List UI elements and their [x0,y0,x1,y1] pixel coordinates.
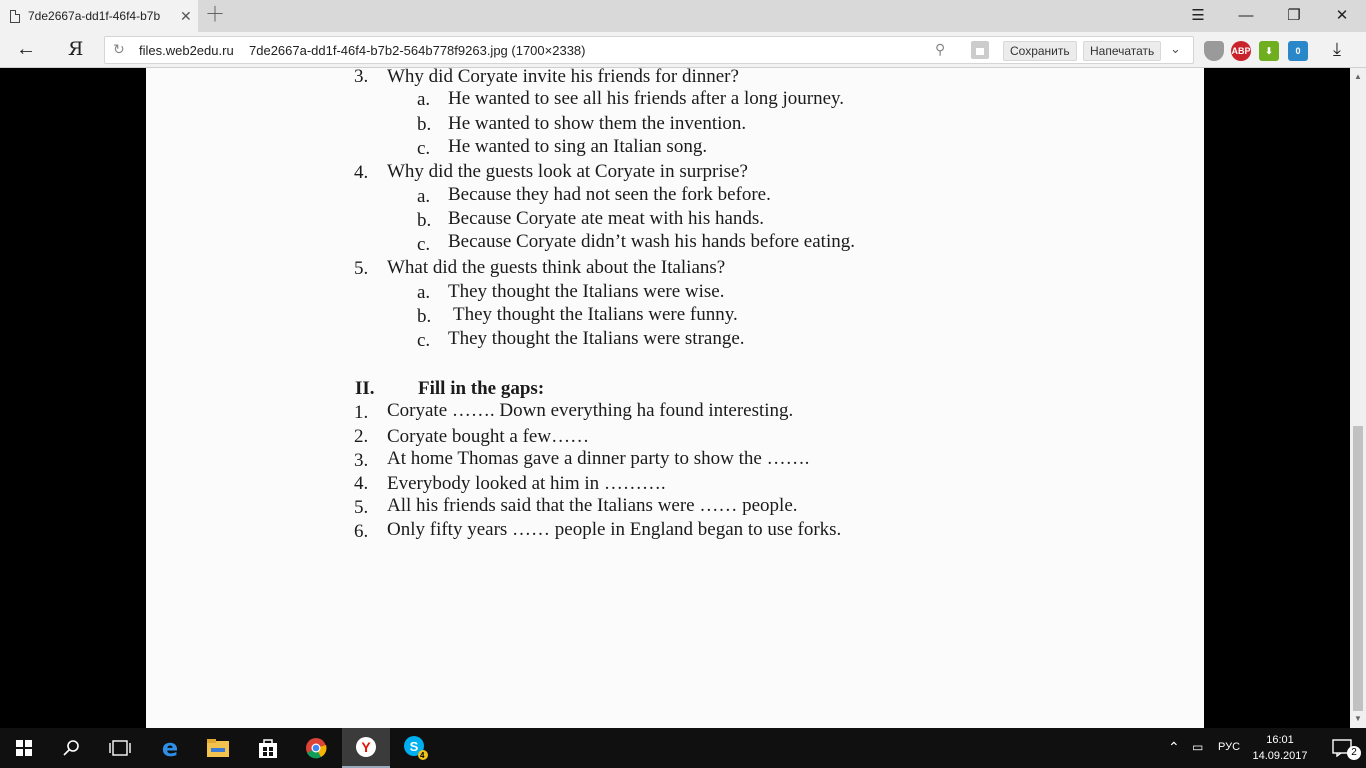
q3-option-c-text: He wanted to sing an Italian song. [448,136,708,157]
question-5-text: What did the guests think about the Italians? [387,257,726,278]
extension-icon[interactable]: 0 [1288,41,1308,61]
close-window-icon[interactable]: ✕ [1335,7,1349,24]
navigation-bar [0,32,1366,68]
document-icon [10,10,20,23]
reload-icon[interactable]: ↻ [113,41,125,57]
image-viewer [0,68,1366,728]
q5-option-c-text: They thought the Italians were strange. [448,328,745,349]
yandex-logo-icon[interactable]: Я [68,38,84,60]
menu-icon[interactable]: ☰ [1191,7,1205,24]
q5-option-a-letter: a. [417,282,431,303]
q4-option-a-text: Because they had not seen the fork before. [448,184,771,205]
question-4-number: 4. [354,162,369,183]
start-windows-icon[interactable] [0,728,48,768]
skype-badge: 4 [420,751,425,760]
q5-option-b-letter: b. [417,306,432,327]
clock-date: 14.09.2017 [1252,750,1308,762]
battery-icon[interactable]: ▭ [1192,740,1204,754]
q3-option-a-letter: a. [417,89,431,110]
browser-tab[interactable] [0,0,198,32]
q3-option-b-letter: b. [417,114,432,135]
skype-icon[interactable] [392,728,440,768]
chevron-down-icon[interactable]: ⌄ [1170,41,1181,56]
svg-text:Y: Y [361,739,371,755]
q4-option-c-letter: c. [417,234,431,255]
chevron-up-icon[interactable]: ⌃ [1168,739,1180,755]
print-button[interactable]: Напечатать [1083,41,1161,61]
section-2-number: II. [355,378,375,399]
question-5-number: 5. [354,258,369,279]
new-tab-icon[interactable]: ＋ [205,4,225,26]
url-path: 7de2667a-dd1f-46f4-b7b2-564b778f9263.jpg (1700×2338) [249,43,586,58]
question-3-number: 3. [354,68,369,87]
scrollbar-thumb[interactable] [1353,426,1363,711]
clock-time: 16:01 [1266,734,1294,746]
gap-2-number: 2. [354,426,369,447]
q5-option-c-letter: c. [417,330,431,351]
adblock-icon[interactable]: ABP [1231,41,1251,61]
scanned-page [146,68,1204,728]
clock[interactable] [1246,732,1314,764]
q3-option-a-text: He wanted to see all his friends after a long journey. [448,88,845,109]
gap-1-text: Coryate ……. Down everything ha found interesting. [387,400,794,421]
tab-title: 7de2667a-dd1f-46f4-b7b [28,9,161,23]
q3-option-b-text: He wanted to show them the invention. [448,113,747,134]
notifications-icon[interactable] [1318,728,1366,768]
task-view-icon[interactable] [96,728,144,768]
gap-1-number: 1. [354,402,369,423]
download-helper-icon[interactable]: ⬇ [1259,41,1279,61]
q4-option-b-text: Because Coryate ate meat with his hands. [448,208,765,229]
document-text [146,68,1204,728]
q5-option-b-text: They thought the Italians were funny. [453,304,738,325]
q4-option-c-text: Because Coryate didn’t wash his hands before eating. [448,231,855,252]
question-3-text: Why did Coryate invite his friends for dinner? [387,68,739,87]
store-icon[interactable] [244,728,292,768]
file-explorer-icon[interactable] [194,728,242,768]
gap-6-number: 6. [354,521,369,542]
edge-icon[interactable]: e [161,734,179,762]
q5-option-a-text: They thought the Italians were wise. [448,281,725,302]
gap-3-text: At home Thomas gave a dinner party to show the ……. [387,448,810,469]
back-arrow-icon[interactable]: ← [16,38,36,60]
vertical-scrollbar[interactable] [1350,68,1366,728]
gap-3-number: 3. [354,450,369,471]
chrome-icon[interactable] [292,728,340,768]
scroll-down-arrow-icon[interactable]: ▼ [1354,714,1362,723]
q4-option-a-letter: a. [417,186,431,207]
gap-2-text: Coryate bought a few…… [387,426,590,447]
scroll-up-arrow-icon[interactable]: ▲ [1354,72,1362,81]
q4-option-b-letter: b. [417,210,432,231]
url-host: files.web2edu.ru [139,43,234,58]
shield-icon[interactable] [1204,41,1224,61]
lock-icon[interactable] [971,41,989,59]
address-bar[interactable] [104,36,1194,64]
search-icon[interactable] [48,728,96,768]
downloads-icon[interactable]: ⤓ [1333,39,1341,59]
close-tab-icon[interactable]: ✕ [180,7,192,24]
gap-4-text: Everybody looked at him in ………. [387,473,666,494]
notification-count: 2 [1347,746,1361,760]
gap-5-number: 5. [354,497,369,518]
svg-text:S: S [409,739,419,754]
minimize-icon[interactable]: — [1238,7,1254,24]
tab-bar [0,0,1366,32]
save-button[interactable]: Сохранить [1003,41,1077,61]
gap-6-text: Only fifty years …… people in England began to use forks. [387,519,842,540]
taskbar [0,728,1366,768]
gap-4-number: 4. [354,473,369,494]
search-icon[interactable]: ⚲ [935,41,946,57]
restore-icon[interactable]: ❐ [1287,7,1301,24]
yandex-browser-icon[interactable] [342,728,390,768]
question-4-text: Why did the guests look at Coryate in surprise? [387,161,748,182]
section-2-title: Fill in the gaps: [418,378,545,399]
language-indicator[interactable]: РУС [1218,741,1241,753]
q3-option-c-letter: c. [417,138,431,159]
gap-5-text: All his friends said that the Italians were …… people. [387,495,798,516]
